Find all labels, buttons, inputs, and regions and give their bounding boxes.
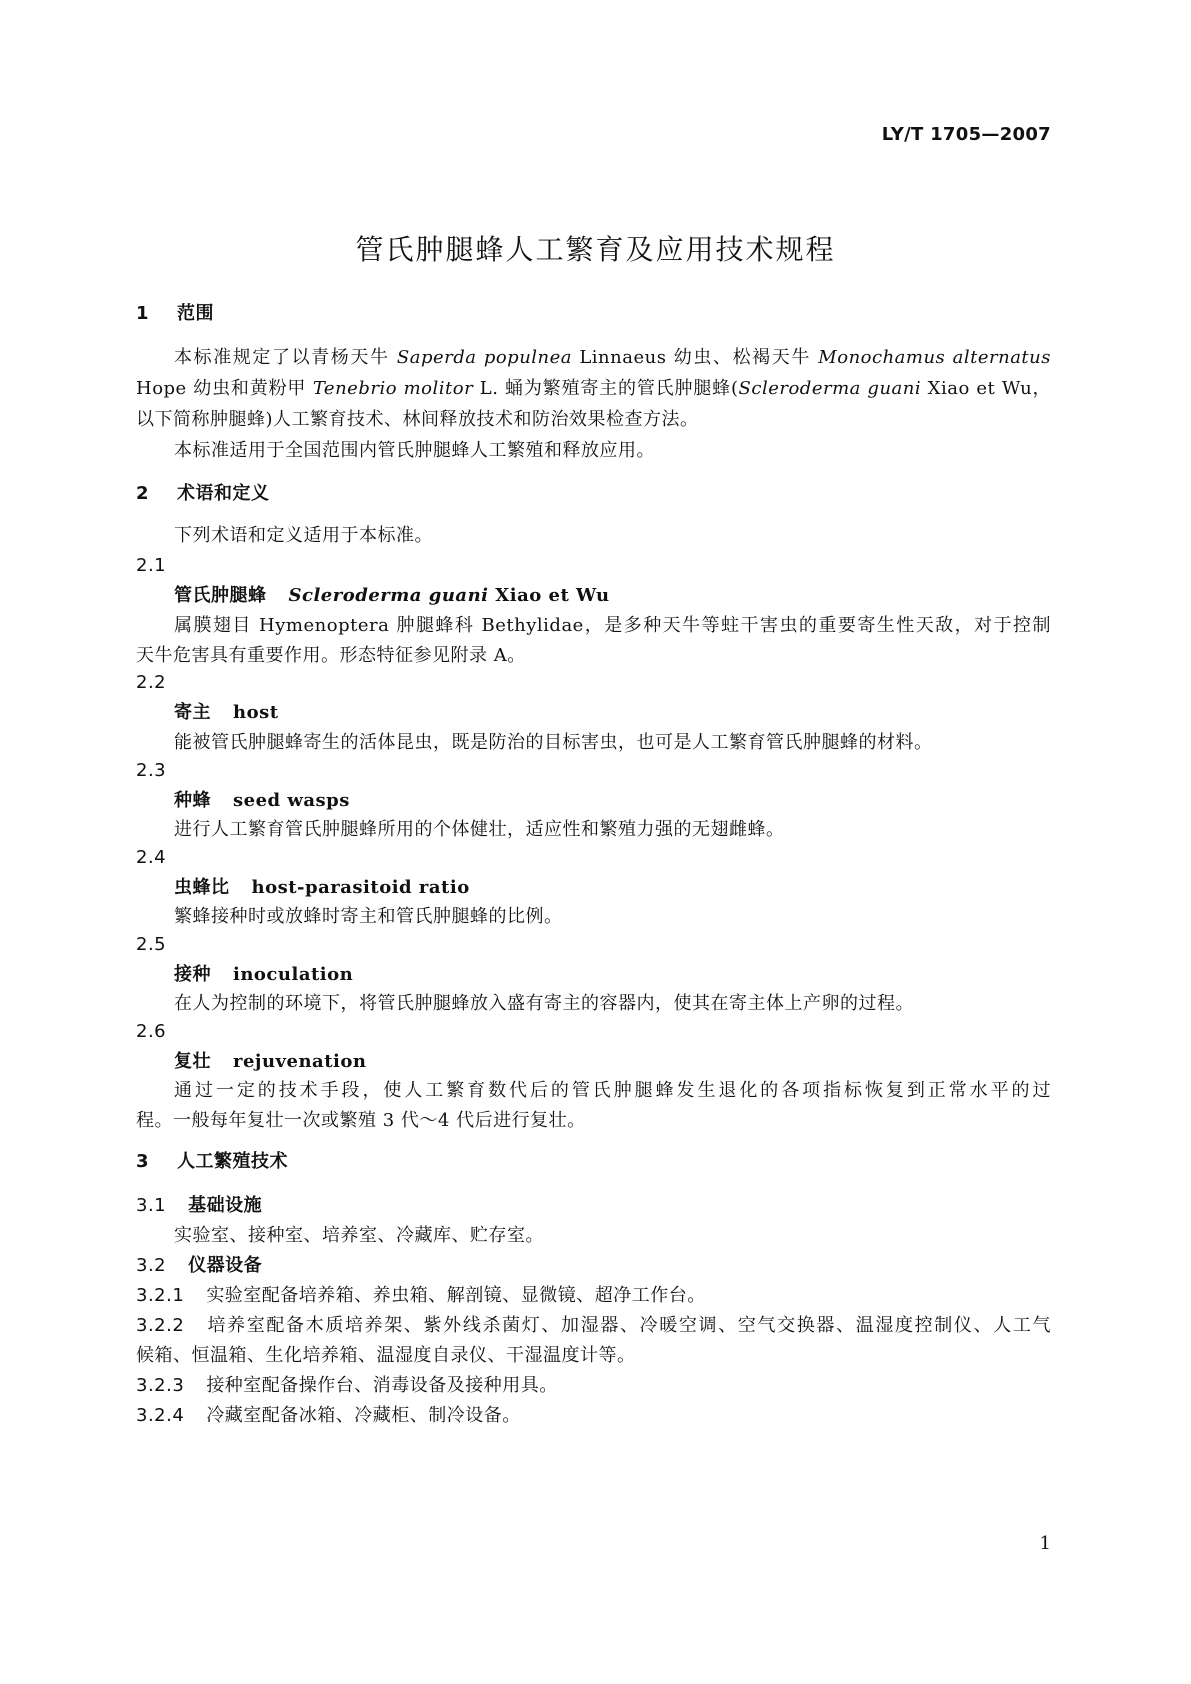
clause-item [136,1309,1051,1343]
clause-text: 冷藏室配备冰箱、冷藏柜、制冷设备。 [206,1405,521,1426]
clause-item [136,1369,1051,1403]
subsection-title: 仪器设备 [188,1255,263,1276]
text-run: Hope 幼虫和黄粉甲 [136,378,313,399]
paragraph-line: 本标准适用于全国范围内管氏肿腿蜂人工繁殖和释放应用。 [174,440,655,461]
section-number: 3 [136,1151,150,1172]
clause-item [136,1399,1051,1433]
section-number: 2 [136,483,150,504]
text-run: L. 蛹为繁殖寄主的管氏肿腿蜂( [473,378,739,399]
definition-line: 通过一定的技术手段，使人工繁育数代后的管氏肿腿蜂发生退化的各项指标恢复到正常水平的过 [174,1080,1051,1101]
clause-number: 2.5 [136,934,167,955]
species-name: Scleroderma guani [738,378,922,399]
species-name: Monochamus alternatus [818,347,1051,368]
definition-line: 程。一般每年复壮一次或繁殖 3 代～4 代后进行复壮。 [136,1110,586,1131]
clause-number: 3.2.4 [136,1405,185,1426]
definition-line: 属膜翅目 Hymenoptera 肿腿蜂科 Bethylidae，是多种天牛等蛀干害虫的重要寄生性天敌，对于控制 [174,615,1051,636]
section-title: 范围 [177,303,215,324]
clause-number: 3.2.1 [136,1285,185,1306]
definition-line: 天牛危害具有重要作用。形态特征参见附录 A。 [136,645,526,666]
standard-code: LY/T 1705—2007 [881,124,1051,145]
term-cn: 接种 [174,964,211,985]
clause-number: 3.2.3 [136,1375,185,1396]
clause-text: 实验室配备培养箱、养虫箱、解剖镜、显微镜、超净工作台。 [206,1285,706,1306]
clause-text: 接种室配备操作台、消毒设备及接种用具。 [206,1375,558,1396]
term-en: host-parasitoid ratio [251,877,470,898]
section-2-heading [136,477,1051,511]
term-en: rejuvenation [233,1051,367,1072]
subsection-number: 3.1 [136,1195,167,1216]
paragraph-line [136,372,1051,406]
subsection-title: 基础设施 [188,1195,263,1216]
term-heading [174,696,1051,730]
term-en: seed wasps [233,790,350,811]
subsection-heading [136,1249,1051,1283]
paragraph-line: 实验室、接种室、培养室、冷藏库、贮存室。 [174,1225,544,1246]
clause-continuation: 候箱、恒温箱、生化培养箱、温湿度自录仪、干湿温度计等。 [136,1345,636,1366]
section-title: 人工繁殖技术 [177,1151,289,1172]
paragraph-line: 以下简称肿腿蜂)人工繁育技术、林间释放技术和防治效果检查方法。 [136,409,699,430]
clause-number: 3.2.2 [136,1315,185,1336]
section-3-heading [136,1145,1051,1179]
text-run: 本标准规定了以青杨天牛 [174,347,397,368]
species-name: Tenebrio molitor [312,378,474,399]
term-en: host [233,702,279,723]
term-cn: 复壮 [174,1051,211,1072]
clause-number: 2.4 [136,847,167,868]
definition-line: 能被管氏肿腿蜂寄生的活体昆虫，既是防治的目标害虫，也可是人工繁育管氏肿腿蜂的材料。 [174,732,933,753]
clause-number: 2.1 [136,555,167,576]
clause-number: 2.2 [136,672,167,693]
term-cn: 种蜂 [174,790,211,811]
subsection-number: 3.2 [136,1255,167,1276]
section-title: 术语和定义 [177,483,270,504]
species-name: Saperda populnea [396,347,573,368]
text-run: Linnaeus 幼虫、松褐天牛 [572,347,819,368]
document-title: 管氏肿腿蜂人工繁育及应用技术规程 [355,233,836,266]
paragraph-line: 下列术语和定义适用于本标准。 [174,525,433,546]
term-cn: 管氏肿腿蜂 [174,585,267,606]
clause-item [136,1279,1051,1313]
definition-line: 繁蜂接种时或放蜂时寄主和管氏肿腿蜂的比例。 [174,906,563,927]
clause-number: 2.6 [136,1021,167,1042]
term-cn: 寄主 [174,702,211,723]
clause-text: 培养室配备木质培养架、紫外线杀菌灯、加湿器、冷暖空调、空气交换器、温湿度控制仪、人工气 [206,1315,1051,1336]
section-1-heading [136,297,1051,331]
text-run: Xiao et Wu， [921,378,1052,399]
definition-line: 进行人工繁育管氏肿腿蜂所用的个体健壮，适应性和繁殖力强的无翅雌蜂。 [174,819,785,840]
subsection-heading [136,1189,1051,1223]
paragraph-line [174,341,1051,375]
term-en: Scleroderma guani [288,585,489,606]
term-cn: 虫蜂比 [174,877,230,898]
term-en: inoculation [233,964,354,985]
clause-number: 2.3 [136,760,167,781]
term-en-author: Xiao et Wu [488,585,610,606]
section-number: 1 [136,303,150,324]
term-heading [174,579,1051,613]
page-number: 1 [1039,1533,1051,1554]
definition-line: 在人为控制的环境下，将管氏肿腿蜂放入盛有寄主的容器内，使其在寄主体上产卵的过程。 [174,993,914,1014]
